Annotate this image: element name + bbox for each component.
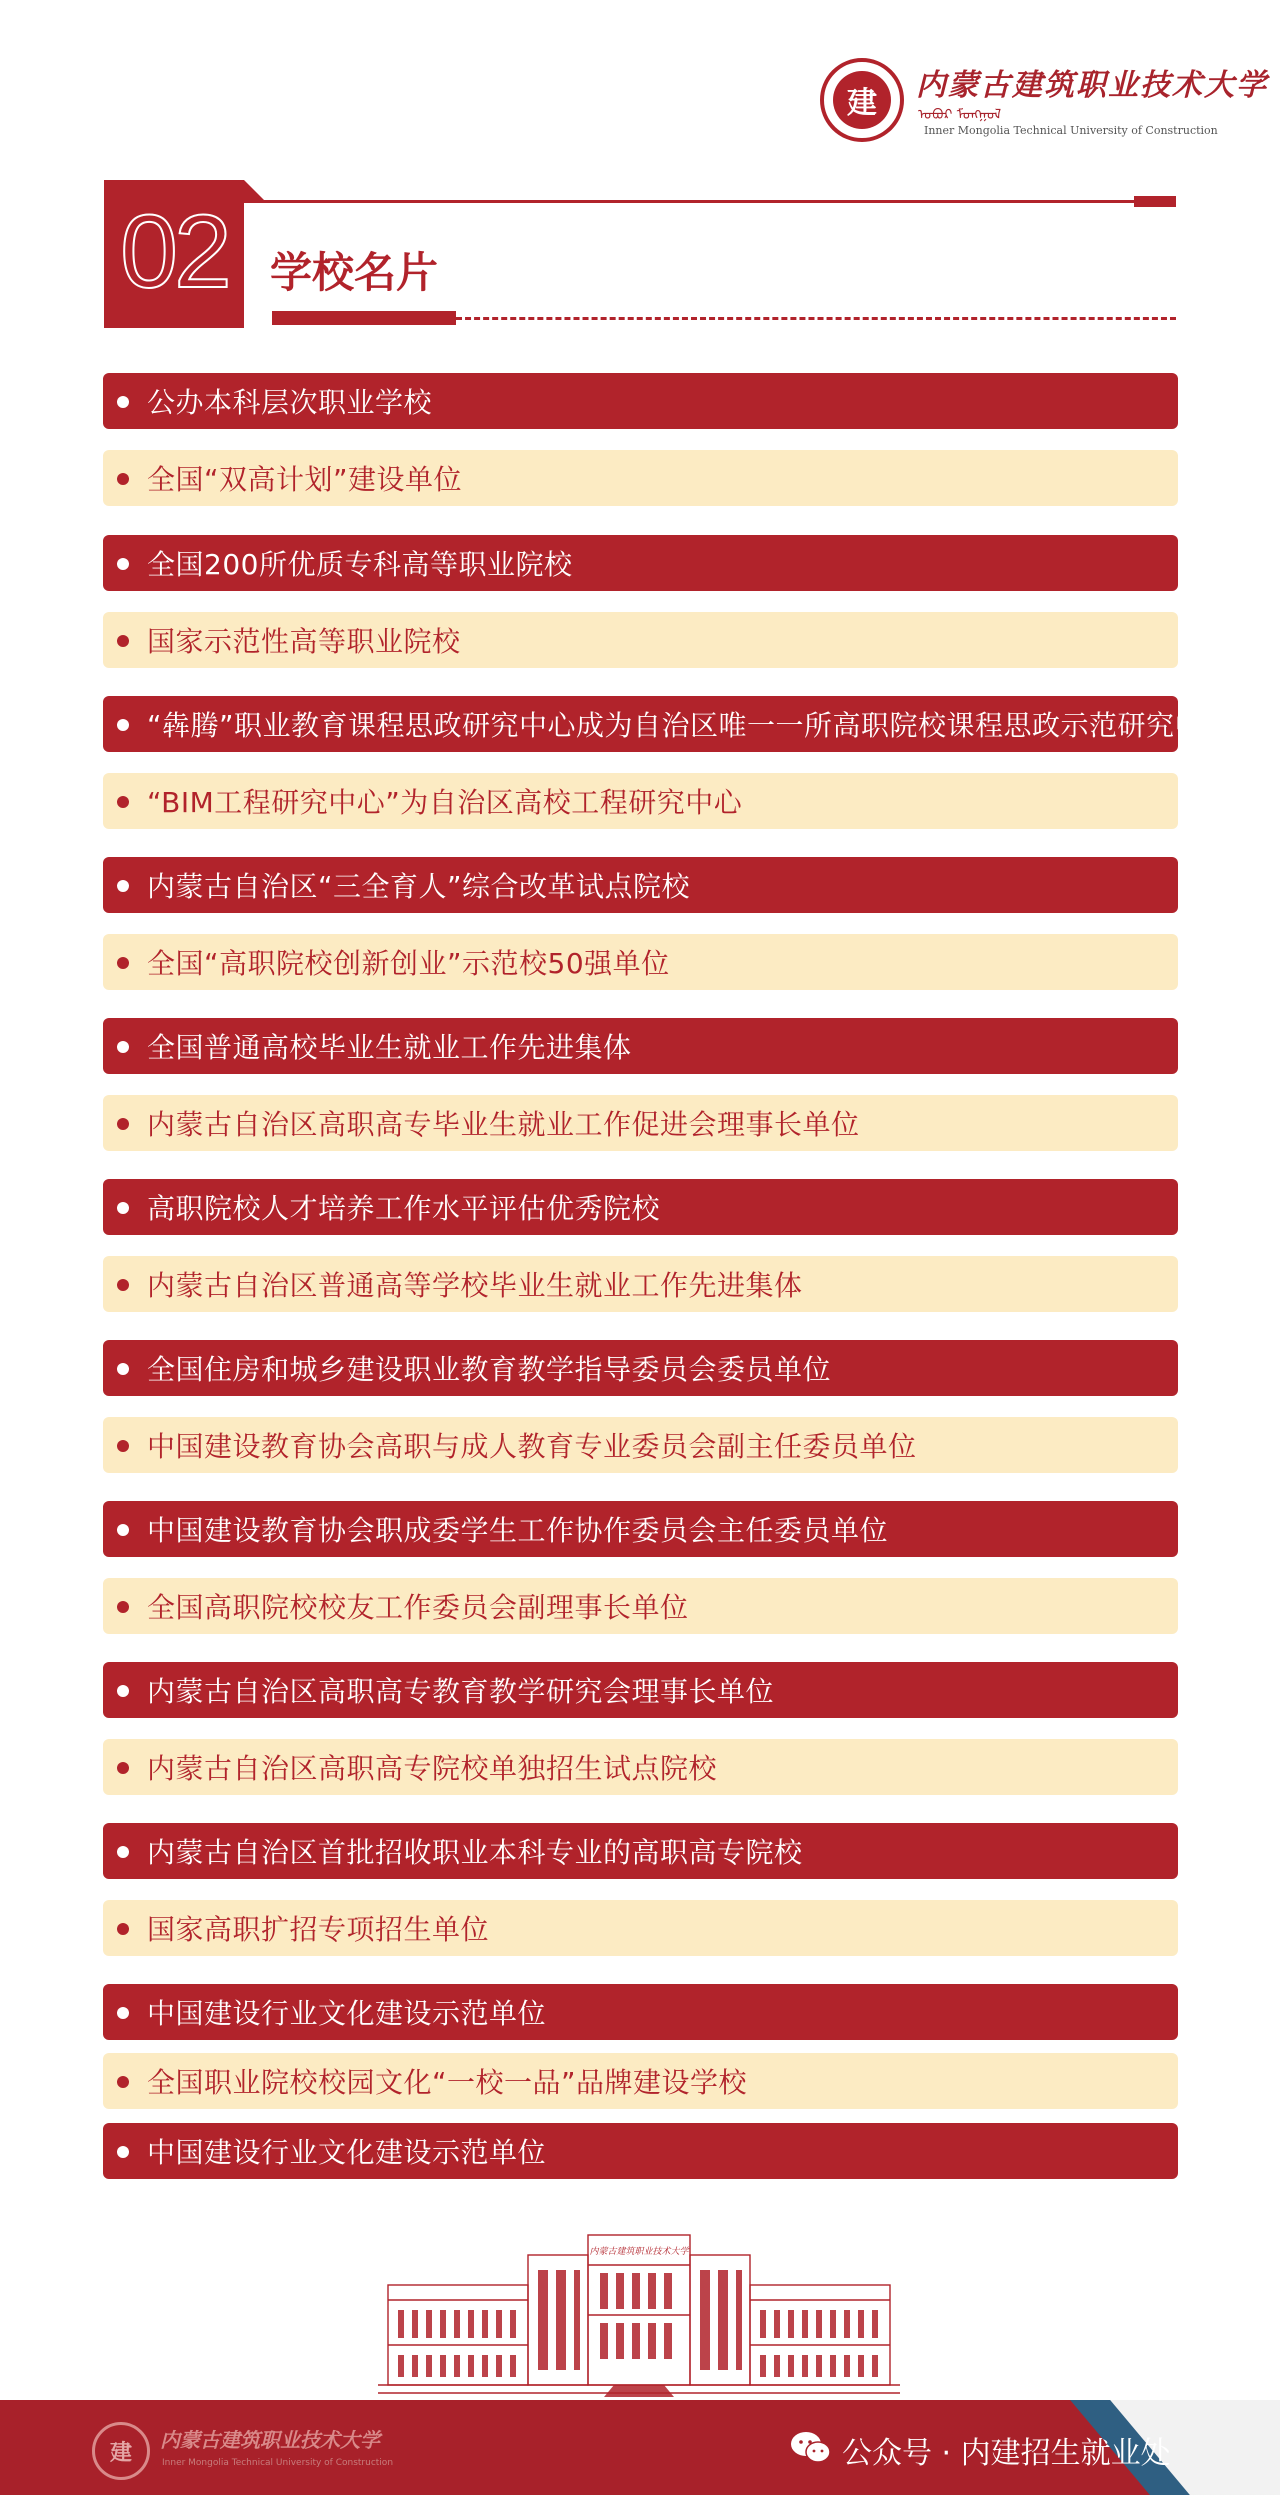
honor-item-text: 内蒙古自治区高职高专毕业生就业工作促进会理事长单位 (147, 1108, 860, 1141)
bullet-icon (117, 1601, 129, 1613)
honor-item (103, 773, 1178, 829)
honor-item (103, 1900, 1178, 1956)
bullet-icon (117, 719, 129, 731)
bullet-icon (117, 1685, 129, 1697)
honor-item-text: 内蒙古自治区高职高专院校单独招生试点院校 (147, 1752, 718, 1785)
honor-item-text: 高职院校人才培养工作水平评估优秀院校 (147, 1192, 661, 1225)
bullet-icon (117, 1363, 129, 1375)
honor-item (103, 696, 1232, 752)
bullet-icon (117, 1202, 129, 1214)
honor-item-text: 全国高职院校校友工作委员会副理事长单位 (147, 1591, 689, 1624)
honor-item-text: 公办本科层次职业学校 (147, 386, 433, 419)
honor-item (103, 1340, 1178, 1396)
honor-item (103, 450, 1178, 506)
bullet-icon (117, 2007, 129, 2019)
honor-item-text: 国家高职扩招专项招生单位 (147, 1913, 490, 1946)
bullet-icon (117, 2146, 129, 2158)
bullet-icon (117, 2076, 129, 2088)
logo-chinese-name: 内蒙古建筑职业技术大学 (916, 68, 1268, 103)
honor-item (103, 1095, 1178, 1151)
honor-item-text: 全国普通高校毕业生就业工作先进集体 (147, 1031, 632, 1064)
section-title: 学校名片 (270, 248, 439, 297)
bullet-icon (117, 1846, 129, 1858)
footer-logo-english-name: Inner Mongolia Technical University of Construction (162, 2458, 394, 2468)
honor-item-text: “BIM工程研究中心”为自治区高校工程研究中心 (147, 786, 743, 819)
bullet-icon (117, 1923, 129, 1935)
bullet-icon (117, 635, 129, 647)
honor-item (103, 1739, 1178, 1795)
honor-item-text: 全国住房和城乡建设职业教育教学指导委员会委员单位 (147, 1353, 832, 1386)
bullet-icon (117, 1279, 129, 1291)
honor-item (103, 1179, 1178, 1235)
university-logo (820, 58, 1268, 148)
bullet-icon (117, 1041, 129, 1053)
section-top-line (244, 200, 1134, 203)
footer-bar (0, 2400, 1280, 2495)
footer-logo-chinese-name: 内蒙古建筑职业技术大学 (160, 2428, 380, 2452)
honor-item (103, 1018, 1178, 1074)
honor-item (103, 535, 1178, 591)
honor-item (103, 1823, 1178, 1879)
wechat-icon (790, 2430, 832, 2464)
bullet-icon (117, 1762, 129, 1774)
bullet-icon (117, 1440, 129, 1452)
honor-item-text: 内蒙古自治区“三全育人”综合改革试点院校 (147, 870, 691, 903)
logo-mongolian-name: ᠣᠪᠤᠷ ᠮᠣᠩᠭᠣᠯ (918, 107, 1002, 123)
honor-item (103, 2123, 1178, 2179)
footer-seal-icon: 建 (92, 2422, 150, 2480)
honor-item-text: 全国“高职院校创新创业”示范校50强单位 (147, 947, 670, 980)
building-sign: 内蒙古建筑职业技术大学 (589, 2247, 689, 2257)
section-number-block (104, 180, 244, 328)
honor-item-text: 内蒙古自治区普通高等学校毕业生就业工作先进集体 (147, 1269, 803, 1302)
honor-item (103, 934, 1178, 990)
section-underline (272, 311, 456, 325)
section-dashed-line (456, 317, 1176, 320)
honor-item (103, 1578, 1178, 1634)
honor-item-text: 国家示范性高等职业院校 (147, 625, 461, 658)
honor-item (103, 612, 1178, 668)
honor-item (103, 1417, 1178, 1473)
honor-item (103, 373, 1178, 429)
honor-item (103, 1501, 1178, 1557)
honor-item (103, 1662, 1178, 1718)
bullet-icon (117, 396, 129, 408)
bullet-icon (117, 473, 129, 485)
bullet-icon (117, 796, 129, 808)
honor-item-text: 全国200所优质专科高等职业院校 (147, 548, 573, 581)
bullet-icon (117, 1118, 129, 1130)
honor-item-text: 全国职业院校校园文化“一校一品”品牌建设学校 (147, 2066, 748, 2099)
honor-item (103, 1256, 1178, 1312)
honor-item-text: 内蒙古自治区高职高专教育教学研究会理事长单位 (147, 1675, 775, 1708)
logo-english-name: Inner Mongolia Technical University of Construction (924, 124, 1218, 137)
campus-building-illustration (378, 2225, 900, 2400)
section-number: 02 (120, 194, 228, 310)
bullet-icon (117, 880, 129, 892)
honor-item-text: 全国“双高计划”建设单位 (147, 463, 463, 496)
footer-wechat-account: 公众号 · 内建招生就业处 (842, 2436, 1171, 2471)
bullet-icon (117, 558, 129, 570)
section-top-cap (1134, 196, 1176, 207)
honor-item-text: “犇腾”职业教育课程思政研究中心成为自治区唯一一所高职院校课程思政示范研究中心 (147, 709, 1232, 742)
honor-item-text: 中国建设行业文化建设示范单位 (147, 1997, 547, 2030)
honor-item-text: 中国建设行业文化建设示范单位 (147, 2136, 547, 2169)
bullet-icon (117, 957, 129, 969)
seal-icon: 建 (820, 58, 904, 142)
honor-item-text: 中国建设教育协会职成委学生工作协作委员会主任委员单位 (147, 1514, 889, 1547)
honor-item-text: 中国建设教育协会高职与成人教育专业委员会副主任委员单位 (147, 1430, 917, 1463)
honor-item (103, 857, 1178, 913)
honor-item (103, 2053, 1178, 2109)
honor-item-text: 内蒙古自治区首批招收职业本科专业的高职高专院校 (147, 1836, 803, 1869)
bullet-icon (117, 1524, 129, 1536)
honor-item (103, 1984, 1178, 2040)
